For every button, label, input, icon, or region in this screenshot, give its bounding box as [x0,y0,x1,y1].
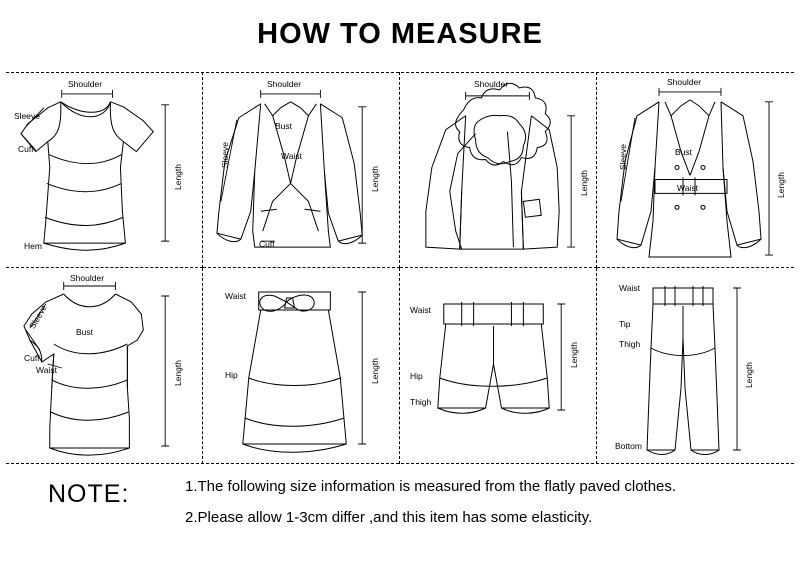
label-sleeve: Sleeve [618,144,628,170]
label-length: Length [744,362,754,388]
note-lines [185,478,770,526]
label-length: Length [776,172,786,198]
label-shoulder: Shoulder [667,77,702,87]
label-hip: Hip [225,370,238,380]
label-length: Length [173,360,183,386]
label-bust: Bust [275,121,293,131]
label-thigh: Thigh [410,397,432,407]
label-tip: Tip [619,319,631,329]
note-line-1: 1.The following size information is measured from the flatly paved clothes. [185,478,677,495]
label-sleeve: Sleeve [14,111,40,121]
label-length: Length [370,166,380,192]
diagram-cell-trench-coat [597,72,794,268]
label-length: Length [579,170,589,196]
note-line-2: 2.Please allow 1-3cm differ ,and this item has some elasticity. [185,509,593,526]
diagram-cell-tshirt [6,72,203,268]
diagram-cell-blazer [203,72,400,268]
label-sleeve: Sleeve [27,302,49,331]
diagram-cell-fur-coat [400,72,597,268]
label-shoulder: Shoulder [267,79,302,89]
label-shoulder: Shoulder [474,79,509,89]
label-length: Length [370,358,380,384]
diagram-cell-skirt [203,268,400,464]
measurement-diagram-grid [6,72,794,464]
label-shoulder: Shoulder [68,79,103,89]
label-thigh: Thigh [619,339,641,349]
label-waist: Waist [619,283,640,293]
label-bust: Bust [76,327,94,337]
diagram-cell-shorts [400,268,597,464]
label-hem: Hem [24,241,42,251]
label-cuff: Cuff [18,144,34,154]
note-label: NOTE: [48,480,130,508]
label-waist: Waist [36,365,57,375]
note-block [0,478,800,540]
label-cuff: Cuff [24,353,40,363]
label-hip: Hip [410,371,423,381]
label-waist: Waist [281,151,302,161]
label-sleeve: Sleeve [220,142,230,168]
diagram-cell-pants [597,268,794,464]
label-cuff: Cuff [259,239,275,249]
page-title: HOW TO MEASURE [257,18,543,50]
label-waist: Waist [410,305,431,315]
label-length: Length [569,342,579,368]
diagram-cell-dress [6,268,203,464]
label-bust: Bust [675,147,693,157]
label-length: Length [173,164,183,190]
label-shoulder: Shoulder [70,273,105,283]
label-bottom: Bottom [615,441,642,451]
label-waist: Waist [225,291,246,301]
label-waist: Waist [677,183,698,193]
